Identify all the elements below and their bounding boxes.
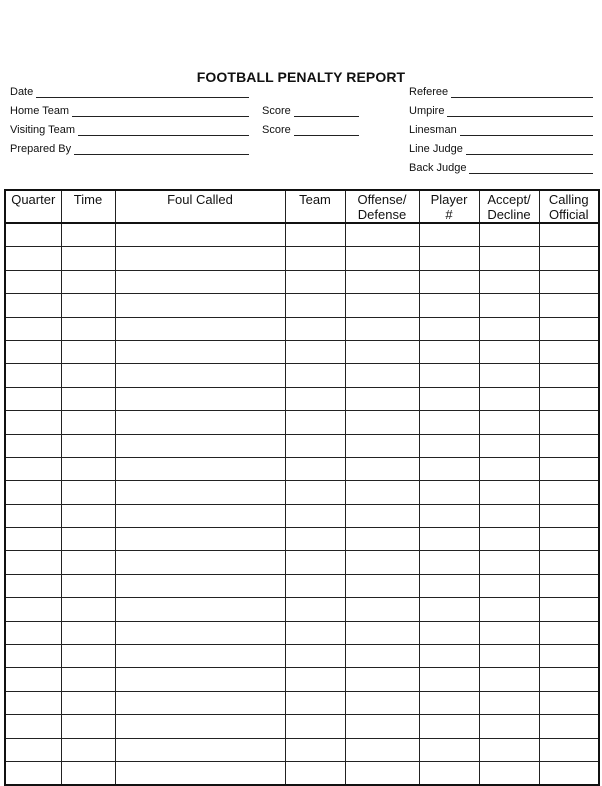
table-cell[interactable] (61, 223, 115, 247)
col-decline-label: Decline (487, 207, 531, 222)
table-cell[interactable] (479, 457, 539, 480)
col-player-header (419, 190, 479, 223)
table-cell[interactable] (115, 504, 285, 527)
table-cell[interactable] (345, 738, 419, 761)
table-cell[interactable] (115, 761, 285, 785)
umpire-field[interactable] (409, 103, 593, 117)
table-cell[interactable] (479, 551, 539, 574)
table-cell[interactable] (285, 738, 345, 761)
col-calling-official-header (539, 190, 599, 223)
table-cell[interactable] (539, 574, 599, 597)
visiting-score-field[interactable] (262, 122, 359, 136)
penalty-table (4, 189, 600, 786)
table-cell[interactable] (419, 738, 479, 761)
table-cell[interactable] (115, 668, 285, 691)
table-cell[interactable] (479, 761, 539, 785)
col-time-header (61, 190, 115, 223)
table-row (5, 223, 599, 247)
table-cell[interactable] (115, 621, 285, 644)
home-score-label: Score (262, 105, 291, 117)
table-cell[interactable] (285, 761, 345, 785)
visiting-score-label: Score (262, 124, 291, 136)
table-cell[interactable] (61, 504, 115, 527)
table-row (5, 294, 599, 317)
home-team-line[interactable] (72, 105, 249, 117)
table-cell[interactable] (539, 247, 599, 270)
col-player-label: Player (430, 192, 468, 207)
table-cell[interactable] (345, 645, 419, 668)
table-cell[interactable] (115, 551, 285, 574)
table-cell[interactable] (345, 247, 419, 270)
table-cell[interactable] (539, 294, 599, 317)
table-cell[interactable] (5, 340, 61, 363)
referee-label: Referee (409, 86, 449, 98)
table-cell[interactable] (115, 270, 285, 293)
table-cell[interactable] (115, 317, 285, 340)
table-header-row (5, 190, 599, 223)
table-cell[interactable] (419, 715, 479, 738)
table-cell[interactable] (345, 761, 419, 785)
table-cell[interactable] (479, 715, 539, 738)
table-cell[interactable] (479, 270, 539, 293)
col-foul-called-header (115, 190, 285, 223)
table-cell[interactable] (285, 223, 345, 247)
table-cell[interactable] (5, 738, 61, 761)
table-cell[interactable] (285, 574, 345, 597)
table-cell[interactable] (115, 294, 285, 317)
table-cell[interactable] (5, 551, 61, 574)
table-cell[interactable] (479, 294, 539, 317)
table-row (5, 481, 599, 504)
date-field[interactable] (10, 84, 249, 98)
table-cell[interactable] (479, 481, 539, 504)
table-cell[interactable] (345, 340, 419, 363)
table-cell[interactable] (5, 364, 61, 387)
table-cell[interactable] (61, 411, 115, 434)
table-cell[interactable] (285, 715, 345, 738)
table-cell[interactable] (419, 411, 479, 434)
table-cell[interactable] (479, 645, 539, 668)
penalty-table-body (5, 223, 599, 785)
table-cell[interactable] (5, 270, 61, 293)
table-row (5, 270, 599, 293)
table-cell[interactable] (419, 340, 479, 363)
table-cell[interactable] (539, 364, 599, 387)
table-cell[interactable] (539, 738, 599, 761)
table-cell[interactable] (115, 411, 285, 434)
table-cell[interactable] (539, 528, 599, 551)
table-cell[interactable] (419, 528, 479, 551)
table-cell[interactable] (345, 294, 419, 317)
col-defense-label: Defense (357, 207, 407, 222)
table-cell[interactable] (115, 715, 285, 738)
date-label: Date (10, 86, 34, 98)
table-row (5, 668, 599, 691)
umpire-line[interactable] (447, 105, 593, 117)
table-cell[interactable] (539, 645, 599, 668)
table-cell[interactable] (61, 434, 115, 457)
table-cell[interactable] (419, 247, 479, 270)
table-row (5, 434, 599, 457)
line-judge-line[interactable] (466, 143, 593, 155)
table-cell[interactable] (115, 457, 285, 480)
table-cell[interactable] (419, 387, 479, 410)
table-cell[interactable] (419, 691, 479, 714)
col-foul-called-label: Foul Called (167, 192, 233, 207)
report-title: FOOTBALL PENALTY REPORT (196, 69, 406, 85)
visiting-score-line[interactable] (294, 124, 359, 136)
table-cell[interactable] (285, 481, 345, 504)
table-row (5, 528, 599, 551)
table-row (5, 364, 599, 387)
linesman-line[interactable] (460, 124, 593, 136)
table-cell[interactable] (479, 528, 539, 551)
table-cell[interactable] (479, 223, 539, 247)
table-cell[interactable] (61, 364, 115, 387)
table-cell[interactable] (345, 270, 419, 293)
table-cell[interactable] (115, 481, 285, 504)
table-row (5, 761, 599, 785)
table-cell[interactable] (115, 598, 285, 621)
table-cell[interactable] (479, 504, 539, 527)
table-cell[interactable] (285, 598, 345, 621)
prepared-by-field[interactable] (10, 141, 249, 155)
table-cell[interactable] (115, 387, 285, 410)
table-cell[interactable] (61, 715, 115, 738)
table-cell[interactable] (285, 340, 345, 363)
table-cell[interactable] (5, 411, 61, 434)
table-cell[interactable] (479, 340, 539, 363)
table-cell[interactable] (539, 761, 599, 785)
table-cell[interactable] (345, 504, 419, 527)
table-cell[interactable] (345, 434, 419, 457)
table-cell[interactable] (479, 387, 539, 410)
linesman-label: Linesman (409, 124, 457, 136)
table-cell[interactable] (479, 434, 539, 457)
table-row (5, 247, 599, 270)
home-score-field[interactable] (262, 103, 359, 117)
table-cell[interactable] (285, 387, 345, 410)
table-cell[interactable] (419, 761, 479, 785)
table-cell[interactable] (479, 598, 539, 621)
table-cell[interactable] (5, 481, 61, 504)
table-cell[interactable] (115, 434, 285, 457)
visiting-team-field[interactable] (10, 122, 249, 136)
table-cell[interactable] (539, 317, 599, 340)
line-judge-label: Line Judge (409, 143, 463, 155)
table-cell[interactable] (285, 668, 345, 691)
table-row (5, 317, 599, 340)
col-quarter-header (5, 190, 61, 223)
table-cell[interactable] (539, 504, 599, 527)
table-cell[interactable] (285, 434, 345, 457)
table-cell[interactable] (539, 621, 599, 644)
table-cell[interactable] (419, 481, 479, 504)
back-judge-label: Back Judge (409, 162, 467, 174)
table-cell[interactable] (61, 387, 115, 410)
table-cell[interactable] (285, 270, 345, 293)
table-row (5, 738, 599, 761)
table-cell[interactable] (345, 621, 419, 644)
table-cell[interactable] (345, 481, 419, 504)
table-cell[interactable] (5, 528, 61, 551)
table-cell[interactable] (5, 668, 61, 691)
table-cell[interactable] (419, 294, 479, 317)
table-cell[interactable] (539, 223, 599, 247)
table-cell[interactable] (345, 457, 419, 480)
table-cell[interactable] (285, 691, 345, 714)
table-cell[interactable] (479, 364, 539, 387)
table-cell[interactable] (61, 317, 115, 340)
table-cell[interactable] (115, 528, 285, 551)
back-judge-line[interactable] (469, 162, 593, 174)
table-cell[interactable] (5, 387, 61, 410)
table-cell[interactable] (5, 247, 61, 270)
table-cell[interactable] (479, 574, 539, 597)
visiting-team-label: Visiting Team (10, 124, 76, 136)
col-team-header (285, 190, 345, 223)
home-team-field[interactable] (10, 103, 249, 117)
referee-line[interactable] (451, 86, 593, 98)
prepared-by-line[interactable] (74, 143, 249, 155)
date-line[interactable] (36, 86, 249, 98)
table-cell[interactable] (345, 223, 419, 247)
table-cell[interactable] (5, 574, 61, 597)
table-cell[interactable] (5, 645, 61, 668)
table-row (5, 504, 599, 527)
table-cell[interactable] (419, 364, 479, 387)
table-cell[interactable] (539, 481, 599, 504)
table-cell[interactable] (539, 715, 599, 738)
linesman-field[interactable] (409, 122, 593, 136)
table-cell[interactable] (61, 598, 115, 621)
col-team-label: Team (299, 192, 331, 207)
table-cell[interactable] (285, 317, 345, 340)
table-cell[interactable] (285, 457, 345, 480)
table-cell[interactable] (61, 691, 115, 714)
table-cell[interactable] (419, 598, 479, 621)
table-cell[interactable] (285, 247, 345, 270)
table-row (5, 621, 599, 644)
table-cell[interactable] (61, 668, 115, 691)
table-cell[interactable] (61, 247, 115, 270)
home-team-label: Home Team (10, 105, 70, 117)
table-row (5, 340, 599, 363)
table-row (5, 387, 599, 410)
table-cell[interactable] (419, 504, 479, 527)
table-cell[interactable] (539, 551, 599, 574)
table-cell[interactable] (5, 457, 61, 480)
table-cell[interactable] (345, 528, 419, 551)
table-cell[interactable] (115, 340, 285, 363)
back-judge-field[interactable] (409, 160, 593, 174)
table-cell[interactable] (5, 504, 61, 527)
table-cell[interactable] (5, 598, 61, 621)
table-cell[interactable] (285, 364, 345, 387)
col-official-label: Official (549, 207, 589, 222)
table-cell[interactable] (285, 411, 345, 434)
table-cell[interactable] (479, 621, 539, 644)
table-row (5, 691, 599, 714)
table-cell[interactable] (419, 574, 479, 597)
table-cell[interactable] (479, 668, 539, 691)
table-cell[interactable] (285, 645, 345, 668)
col-calling-label: Calling (548, 192, 589, 207)
table-cell[interactable] (5, 621, 61, 644)
table-cell[interactable] (345, 317, 419, 340)
table-cell[interactable] (115, 223, 285, 247)
table-cell[interactable] (115, 738, 285, 761)
table-cell[interactable] (285, 551, 345, 574)
table-cell[interactable] (61, 270, 115, 293)
table-cell[interactable] (61, 574, 115, 597)
table-cell[interactable] (479, 247, 539, 270)
table-cell[interactable] (285, 294, 345, 317)
table-cell[interactable] (61, 481, 115, 504)
table-cell[interactable] (345, 574, 419, 597)
umpire-label: Umpire (409, 105, 445, 117)
table-cell[interactable] (61, 294, 115, 317)
table-cell[interactable] (345, 364, 419, 387)
col-time-label: Time (73, 192, 103, 207)
home-score-line[interactable] (294, 105, 359, 117)
table-cell[interactable] (345, 598, 419, 621)
table-cell[interactable] (419, 645, 479, 668)
table-row (5, 598, 599, 621)
table-cell[interactable] (61, 738, 115, 761)
table-cell[interactable] (115, 364, 285, 387)
table-cell[interactable] (479, 317, 539, 340)
table-cell[interactable] (419, 434, 479, 457)
table-cell[interactable] (5, 761, 61, 785)
table-cell[interactable] (345, 411, 419, 434)
table-cell[interactable] (115, 247, 285, 270)
table-cell[interactable] (61, 621, 115, 644)
table-cell[interactable] (419, 621, 479, 644)
table-cell[interactable] (61, 645, 115, 668)
table-cell[interactable] (539, 387, 599, 410)
table-cell[interactable] (479, 691, 539, 714)
table-cell[interactable] (285, 504, 345, 527)
table-cell[interactable] (539, 270, 599, 293)
table-cell[interactable] (61, 761, 115, 785)
table-cell[interactable] (5, 223, 61, 247)
table-row (5, 715, 599, 738)
table-cell[interactable] (419, 551, 479, 574)
table-cell[interactable] (5, 434, 61, 457)
table-cell[interactable] (419, 270, 479, 293)
table-cell[interactable] (479, 738, 539, 761)
table-cell[interactable] (345, 668, 419, 691)
table-cell[interactable] (115, 691, 285, 714)
table-cell[interactable] (61, 457, 115, 480)
table-cell[interactable] (5, 715, 61, 738)
table-cell[interactable] (419, 668, 479, 691)
table-row (5, 645, 599, 668)
table-cell[interactable] (419, 457, 479, 480)
col-quarter-label: Quarter (11, 192, 56, 207)
prepared-by-label: Prepared By (10, 143, 72, 155)
table-cell[interactable] (5, 691, 61, 714)
table-cell[interactable] (479, 411, 539, 434)
table-cell[interactable] (539, 691, 599, 714)
col-accept-decline-header (479, 190, 539, 223)
table-cell[interactable] (61, 551, 115, 574)
table-row (5, 411, 599, 434)
table-cell[interactable] (61, 528, 115, 551)
col-player-number-label: # (445, 207, 453, 222)
table-cell[interactable] (419, 317, 479, 340)
table-cell[interactable] (419, 223, 479, 247)
table-row (5, 457, 599, 480)
table-cell[interactable] (285, 621, 345, 644)
table-cell[interactable] (61, 340, 115, 363)
table-cell[interactable] (115, 574, 285, 597)
table-cell[interactable] (539, 457, 599, 480)
table-cell[interactable] (539, 668, 599, 691)
col-accept-label: Accept/ (487, 192, 531, 207)
table-cell[interactable] (115, 645, 285, 668)
table-cell[interactable] (345, 715, 419, 738)
table-cell[interactable] (345, 691, 419, 714)
table-cell[interactable] (5, 294, 61, 317)
table-cell[interactable] (539, 411, 599, 434)
table-cell[interactable] (5, 317, 61, 340)
table-cell[interactable] (539, 340, 599, 363)
table-row (5, 574, 599, 597)
col-offense-label: Offense/ (357, 192, 407, 207)
table-cell[interactable] (345, 387, 419, 410)
visiting-team-line[interactable] (78, 124, 249, 136)
table-cell[interactable] (345, 551, 419, 574)
table-row (5, 551, 599, 574)
col-offense-defense-header (345, 190, 419, 223)
line-judge-field[interactable] (409, 141, 593, 155)
referee-field[interactable] (409, 84, 593, 98)
table-cell[interactable] (539, 434, 599, 457)
table-cell[interactable] (285, 528, 345, 551)
table-cell[interactable] (539, 598, 599, 621)
